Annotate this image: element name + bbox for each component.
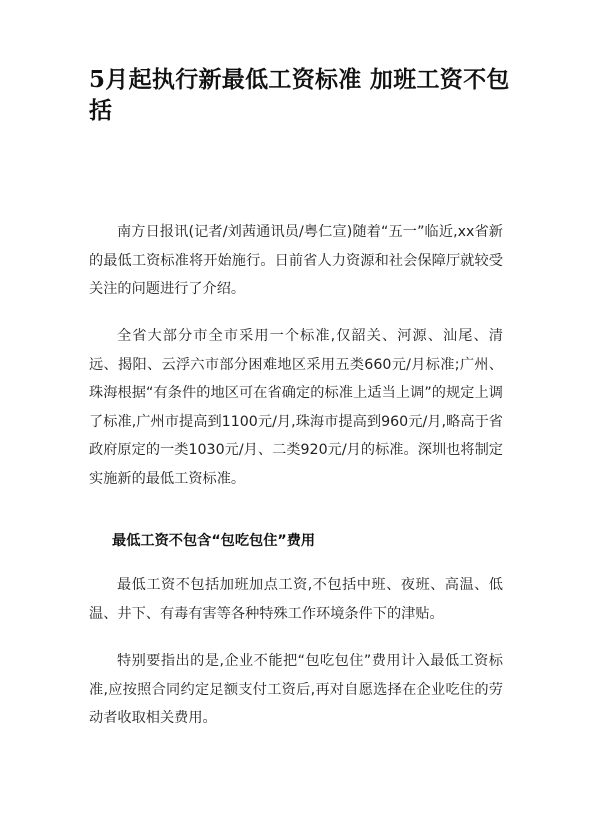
paragraph-exclusions: 最低工资不包括加班加点工资,不包括中班、夜班、高温、低温、井下、有毒有害等各种特殊工作环境条件下的津贴。 (89, 577, 503, 622)
paragraph-intro: 南方日报讯(记者/刘茜通讯员/粤仁宣)随着“五一”临近,xx省新的最低工资标准将开始施行。日前省人力资源和社会保障厅就较受关注的问题进行了介绍。 (89, 224, 503, 298)
paragraph-board-lodging: 特别要指出的是,企业不能把“包吃包住”费用计入最低工资标准,应按照合同约定足额支付工资后,再对自愿选择在企业吃住的劳动者收取相关费用。 (89, 653, 503, 727)
paragraph-standards: 全省大部分市全市采用一个标准,仅韶关、河源、汕尾、清远、揭阳、云浮六市部分困难地区采用五类660元/月标准;广州、珠海根据“有条件的地区可在省确定的标准上适当上调”的规定上调了标准,广州市提高到1100元/月,珠海市提高到960元/月,略高于省政府原定的一类1030元/月、二类920元/月的标准。深圳也将制定实施新的最低工资标准。 (89, 328, 503, 487)
section-subheading: 最低工资不包含“包吃包住”费用 (112, 533, 316, 549)
article-title: 5月起执行新最低工资标准 加班工资不包括 (89, 66, 510, 124)
